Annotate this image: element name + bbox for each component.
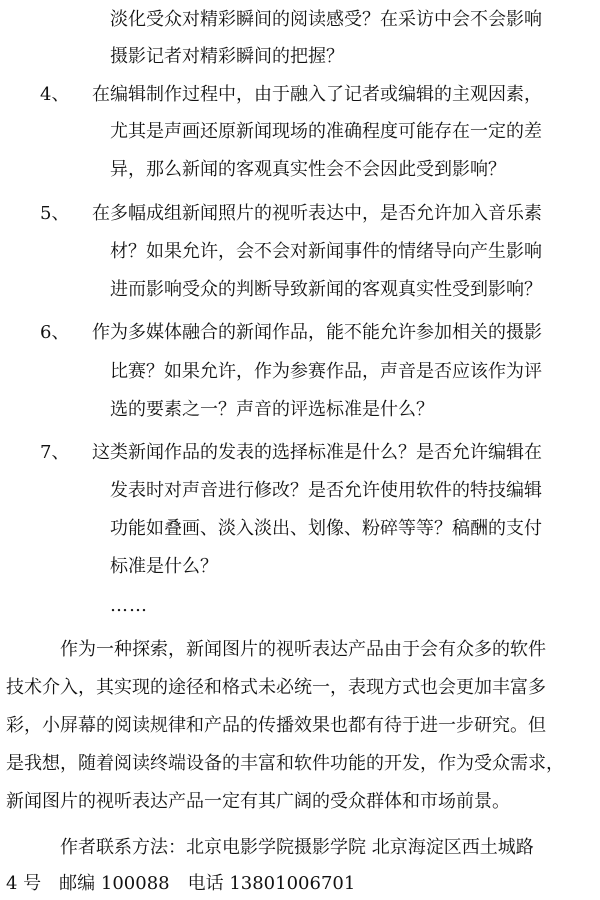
item-line: 异，那么新闻的客观真实性会不会因此受到影响？ <box>110 159 506 180</box>
paragraph-line: 彩，小屏幕的阅读规律和产品的传播效果也都有待于进一步研究。但 <box>6 715 546 736</box>
item-line: 尤其是声画还原新闻现场的准确程度可能存在一定的差 <box>110 121 542 142</box>
item-line: 作为多媒体融合的新闻作品，能不能允许参加相关的摄影 <box>92 322 542 343</box>
item-line: 进而影响受众的判断导致新闻的客观真实性受到影响？ <box>110 279 542 300</box>
item-number: 5、 <box>40 203 70 224</box>
item-line: 功能如叠画、淡入淡出、划像、粉碎等等？稿酬的支付 <box>110 518 542 539</box>
item-number: 4、 <box>40 84 70 105</box>
contact-line: 4 号 邮编 100088 电话 13801006701 <box>6 873 356 894</box>
item-line: 比赛？如果允许，作为参赛作品，声音是否应该作为评 <box>110 361 542 382</box>
item-line: 在多幅成组新闻照片的视听表达中，是否允许加入音乐素 <box>92 203 542 224</box>
ellipsis: …… <box>110 595 148 616</box>
item-line: 在编辑制作过程中，由于融入了记者或编辑的主观因素， <box>92 84 542 105</box>
paragraph-line: 技术介入，其实现的途径和格式未必统一，表现方式也会更加丰富多 <box>6 677 546 698</box>
item-number: 6、 <box>40 322 70 343</box>
item-line: 选的要素之一？声音的评选标准是什么？ <box>110 399 434 420</box>
item-number: 7、 <box>40 442 70 463</box>
item-line: 发表时对声音进行修改？是否允许使用软件的特技编辑 <box>110 480 542 501</box>
item-line: 这类新闻作品的发表的选择标准是什么？是否允许编辑在 <box>92 442 542 463</box>
contact-line: 作者联系方法：北京电影学院摄影学院 北京海淀区西土城路 <box>60 837 534 858</box>
item-line: 标准是什么？ <box>110 556 218 577</box>
paragraph-line: 新闻图片的视听表达产品一定有其广阔的受众群体和市场前景。 <box>6 791 510 812</box>
paragraph-line: 作为一种探索，新闻图片的视听表达产品由于会有众多的软件 <box>60 639 546 660</box>
item-line: 材？如果允许，会不会对新闻事件的情绪导向产生影响 <box>110 241 542 262</box>
item-continuation-line: 摄影记者对精彩瞬间的把握？ <box>110 46 344 67</box>
item-continuation-line: 淡化受众对精彩瞬间的阅读感受？在采访中会不会影响 <box>110 9 542 30</box>
paragraph-line: 是我想，随着阅读终端设备的丰富和软件功能的开发，作为受众需求， <box>6 753 564 774</box>
